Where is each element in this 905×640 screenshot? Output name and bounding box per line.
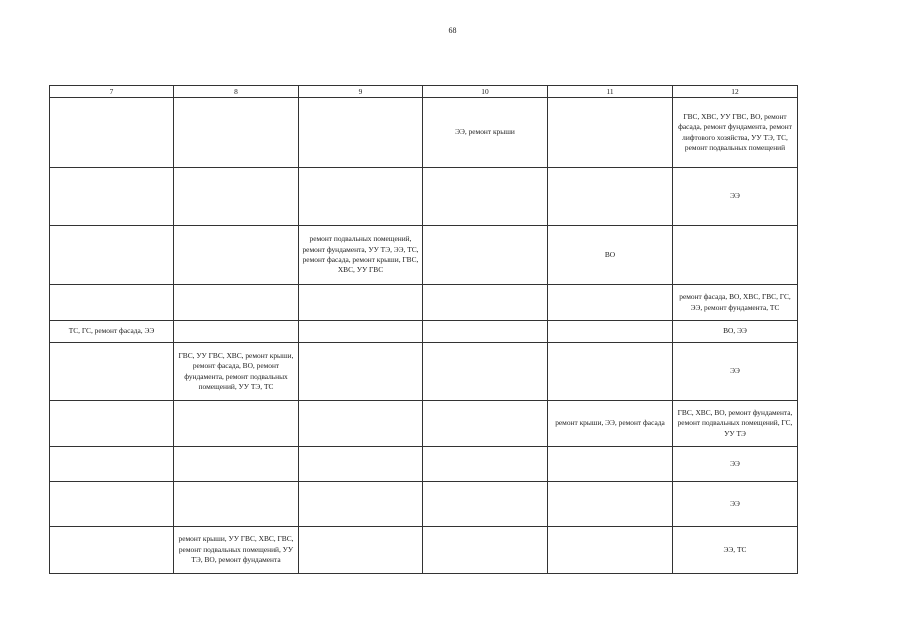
table-cell <box>423 401 548 447</box>
table-cell <box>299 482 423 527</box>
table-cell <box>423 285 548 321</box>
column-header: 9 <box>299 86 423 98</box>
table-cell: ЭЭ, ремонт крыши <box>423 98 548 168</box>
table-row <box>50 343 798 401</box>
table-cell <box>548 527 673 574</box>
table-cell <box>174 321 299 343</box>
table-cell <box>548 343 673 401</box>
table-cell <box>299 98 423 168</box>
column-header: 11 <box>548 86 673 98</box>
table-cell <box>423 527 548 574</box>
table-cell <box>299 447 423 482</box>
table-cell <box>50 226 174 285</box>
table-cell <box>423 343 548 401</box>
table-row <box>50 447 798 482</box>
table-cell <box>50 447 174 482</box>
table-cell <box>174 98 299 168</box>
repair-schedule-table <box>49 85 798 574</box>
table-cell <box>174 226 299 285</box>
table-cell <box>299 321 423 343</box>
table-row <box>50 321 798 343</box>
column-header: 10 <box>423 86 548 98</box>
table-cell: ремонт крыши, УУ ГВС, ХВС, ГВС, ремонт подвальных помещений, УУ ТЭ, ВО, ремонт фундамента <box>174 527 299 574</box>
table-cell: ВО, ЭЭ <box>673 321 798 343</box>
table-cell <box>548 482 673 527</box>
table-cell <box>50 401 174 447</box>
table-cell <box>174 285 299 321</box>
table-cell <box>548 168 673 226</box>
table-cell: ВО <box>548 226 673 285</box>
table-cell <box>423 321 548 343</box>
table-cell: ремонт фасада, ВО, ХВС, ГВС, ГС, ЭЭ, ремонт фундамента, ТС <box>673 285 798 321</box>
column-header: 7 <box>50 86 174 98</box>
table-row <box>50 98 798 168</box>
table-cell: ЭЭ, ТС <box>673 527 798 574</box>
table-cell: ремонт крыши, ЭЭ, ремонт фасада <box>548 401 673 447</box>
table-row <box>50 527 798 574</box>
table-row <box>50 482 798 527</box>
table-cell: ГВС, ХВС, УУ ГВС, ВО, ремонт фасада, ремонт фундамента, ремонт лифтового хозяйства, УУ ТЭ, ТС, ремонт подвальных помещений <box>673 98 798 168</box>
column-header: 12 <box>673 86 798 98</box>
table-cell <box>423 168 548 226</box>
table-cell <box>299 168 423 226</box>
table-cell: ЭЭ <box>673 447 798 482</box>
table-cell <box>548 285 673 321</box>
table-cell: ГВС, ХВС, ВО, ремонт фундамента, ремонт подвальных помещений, ГС, УУ ТЭ <box>673 401 798 447</box>
table-cell <box>174 482 299 527</box>
table-cell <box>423 482 548 527</box>
table-cell <box>174 447 299 482</box>
table-header-row <box>50 86 798 98</box>
table-cell <box>50 168 174 226</box>
table-cell <box>548 98 673 168</box>
table-row <box>50 226 798 285</box>
table-cell <box>50 482 174 527</box>
table-cell <box>548 321 673 343</box>
table-row <box>50 285 798 321</box>
table-cell: ремонт подвальных помещений, ремонт фундамента, УУ ТЭ, ЭЭ, ТС, ремонт фасада, ремонт крыши, ГВС, ХВС, УУ ГВС <box>299 226 423 285</box>
table-cell <box>299 527 423 574</box>
table-cell: ТС, ГС, ремонт фасада, ЭЭ <box>50 321 174 343</box>
table-cell <box>50 285 174 321</box>
table-cell <box>673 226 798 285</box>
table-cell: ЭЭ <box>673 168 798 226</box>
table-cell <box>299 285 423 321</box>
table-cell <box>299 401 423 447</box>
table-row <box>50 401 798 447</box>
table-cell <box>50 527 174 574</box>
column-header: 8 <box>174 86 299 98</box>
table-row <box>50 168 798 226</box>
table-cell: ЭЭ <box>673 482 798 527</box>
table-cell <box>423 226 548 285</box>
table-cell <box>174 401 299 447</box>
table-cell <box>423 447 548 482</box>
table-cell <box>50 343 174 401</box>
table-cell <box>50 98 174 168</box>
table-cell <box>174 168 299 226</box>
page-number: 68 <box>448 26 457 35</box>
table-cell: ЭЭ <box>673 343 798 401</box>
table-cell: ГВС, УУ ГВС, ХВС, ремонт крыши, ремонт фасада, ВО, ремонт фундамента, ремонт подвальных помещений, УУ ТЭ, ТС <box>174 343 299 401</box>
table-cell <box>548 447 673 482</box>
table-cell <box>299 343 423 401</box>
